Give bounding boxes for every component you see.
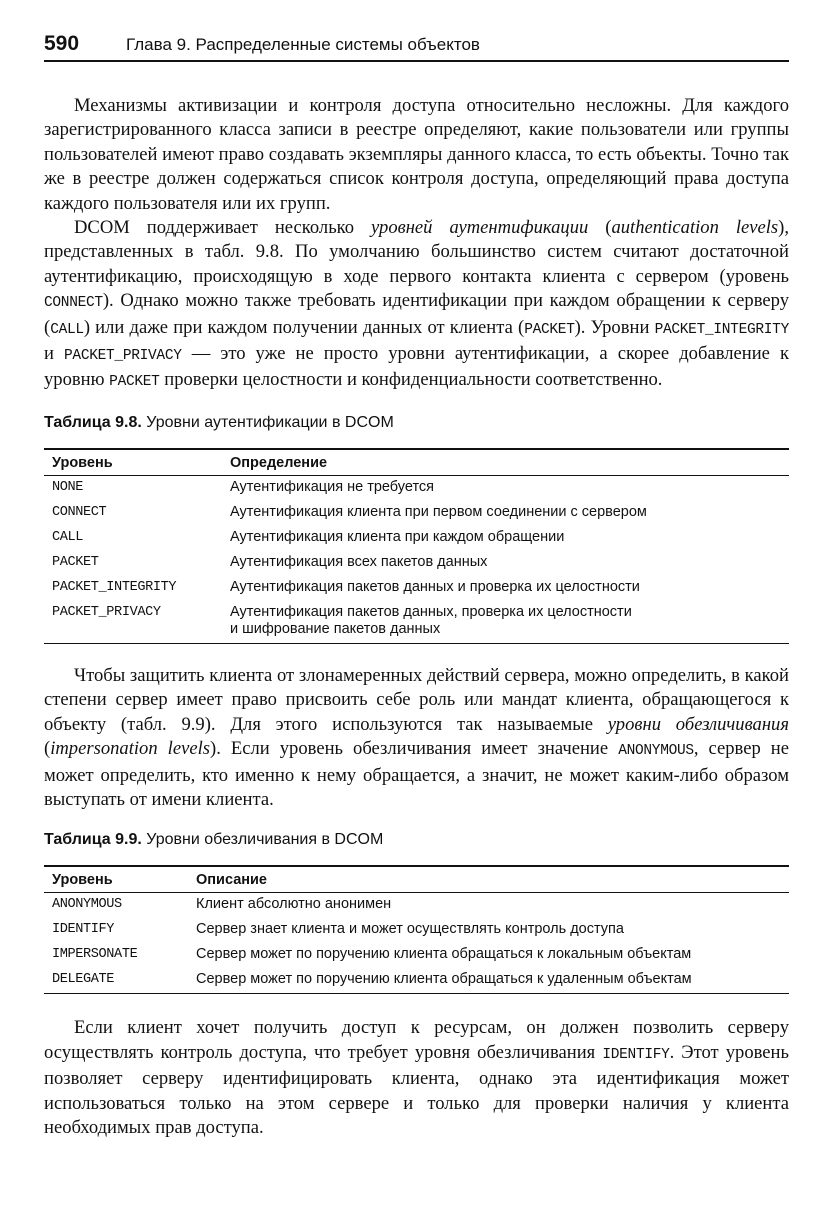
caption-text: Уровни аутентификации в DCOM <box>141 413 394 431</box>
text: ( <box>588 217 612 239</box>
chapter-title: Глава 9. Распределенные системы объектов <box>126 35 480 54</box>
description-cell: Сервер может по поручению клиента обращаться к локальным объектам <box>196 946 692 963</box>
column-header: Уровень <box>44 449 222 476</box>
definition-cell: Аутентификация пакетов данных, проверка их целостности и шифрование пакетов данных <box>222 601 789 644</box>
term-en: authentication levels <box>611 217 779 239</box>
level-cell: IMPERSONATE <box>52 947 138 963</box>
term-en: impersonation levels <box>50 738 210 760</box>
code-term: PACKET <box>524 321 575 338</box>
table-row <box>44 893 789 919</box>
table-caption-9-8 <box>44 414 789 432</box>
table-row <box>44 576 789 601</box>
text: ), представленных в табл. 9.8. По умолчанию большинство систем считают достаточной аутентификацию, происходящую в ходе первого контакта клиента с сервером (уровень <box>44 217 789 287</box>
column-header: Уровень <box>44 866 188 893</box>
text: ). Однако можно также требовать идентификации при каждом обращении к серверу ( <box>44 290 789 338</box>
definition-cell: Аутентификация пакетов данных и проверка их целостности <box>230 578 640 595</box>
caption-number: Таблица 9.9. <box>44 831 142 849</box>
description-cell: Клиент абсолютно анонимен <box>196 896 392 913</box>
text: Чтобы защитить клиента от злонамеренных действий сервера, можно определить, в какой степени сервер имеет право присвоить себе роль или мандат клиента, обращающегося к объекту (табл. 9.9). Для этого используются так называемые <box>44 664 789 735</box>
code-term: PACKET_INTEGRITY <box>654 321 789 338</box>
body-section-1 <box>44 94 789 395</box>
paragraph-2 <box>44 216 789 395</box>
text: ). Уровни <box>574 316 655 338</box>
table-row <box>44 475 789 501</box>
column-header: Определение <box>222 449 789 476</box>
auth-levels-table <box>44 448 789 644</box>
code-term: CONNECT <box>44 295 103 312</box>
description-cell: Сервер может по поручению клиента обращаться к удаленным объектам <box>188 968 789 994</box>
definition-cell: Аутентификация не требуется <box>230 478 435 495</box>
impersonation-levels-table <box>44 865 789 994</box>
caption-text: Уровни обезличивания в DCOM <box>141 831 384 849</box>
paragraph-4 <box>44 1016 789 1140</box>
book-page <box>44 32 789 1140</box>
text: — это уже не просто уровни аутентификации, а скорее добавление к уровню <box>44 343 789 391</box>
definition-cell: Аутентификация клиента при каждом обращении <box>230 528 565 545</box>
table-row <box>44 501 789 526</box>
level-cell: NONE <box>52 479 84 495</box>
table-row <box>44 526 789 551</box>
body-section-3 <box>44 1016 789 1140</box>
text: DCOM поддерживает несколько <box>74 217 372 239</box>
term: уровней аутентификации <box>371 217 589 239</box>
table-header-row <box>44 866 789 893</box>
text: ( <box>44 738 51 760</box>
caption-number: Таблица 9.8. <box>44 413 142 431</box>
table-row <box>44 968 789 994</box>
term: уровни обезличивания <box>607 713 789 735</box>
table-caption-9-9 <box>44 831 789 849</box>
level-cell: IDENTIFY <box>52 922 115 938</box>
level-cell: CALL <box>52 529 84 545</box>
text: Если клиент хочет получить доступ к ресурсам, он должен позволить серверу осуществлять контроль доступа, что требует уровня обезличивания <box>44 1017 789 1063</box>
paragraph-3 <box>44 664 789 812</box>
table-row <box>44 918 789 943</box>
code-term: IDENTIFY <box>602 1046 670 1063</box>
column-header: Описание <box>188 866 789 893</box>
definition-cell: Аутентификация всех пакетов данных <box>230 553 488 570</box>
definition-cell: Аутентификация клиента при первом соединении с сервером <box>230 503 647 520</box>
level-cell: CONNECT <box>52 504 107 520</box>
text: ). Если уровень обезличивания имеет значение <box>210 738 619 760</box>
page-number: 590 <box>44 32 80 55</box>
description-cell: Сервер знает клиента и может осуществлять контроль доступа <box>196 921 624 938</box>
text: , сервер не может определить, кто именно к нему обращается, а значит, не может каким-либо образом выступать от имени клиента. <box>44 738 789 810</box>
code-term: CALL <box>50 321 84 338</box>
text: проверки целостности и конфиденциальности соответственно. <box>159 369 663 391</box>
code-term: ANONYMOUS <box>618 743 694 760</box>
text: . Этот уровень позволяет серверу идентифицировать клиента, однако эта идентификация может использоваться только на этом сервере и только для проверки наличия у клиента необходимых прав доступа. <box>44 1041 789 1138</box>
table-row <box>44 601 789 644</box>
paragraph-1: Механизмы активизации и контроля доступа относительно несложны. Для каждого зарегистрированного класса записи в реестре определяют, какие пользователи или группы пользователей имеют право создавать экземпляры данного класса, то есть объекты. Точно так же в реестре должен содержаться список контроля доступа, определяющий права доступа каждого пользователя или их групп. <box>44 95 789 214</box>
code-term: PACKET_PRIVACY <box>64 348 182 365</box>
table-row <box>44 551 789 576</box>
level-cell: PACKET <box>52 554 99 570</box>
level-cell: PACKET_PRIVACY <box>44 601 222 644</box>
table-header-row <box>44 449 789 476</box>
text: ) или даже при каждом получении данных от клиента ( <box>83 316 525 338</box>
level-cell: ANONYMOUS <box>52 897 122 913</box>
level-cell: DELEGATE <box>44 968 188 994</box>
body-section-2 <box>44 664 789 812</box>
text: и <box>44 343 65 365</box>
code-term: PACKET <box>109 374 160 391</box>
running-header <box>44 32 789 62</box>
level-cell: PACKET_INTEGRITY <box>52 579 177 595</box>
table-row <box>44 943 789 968</box>
